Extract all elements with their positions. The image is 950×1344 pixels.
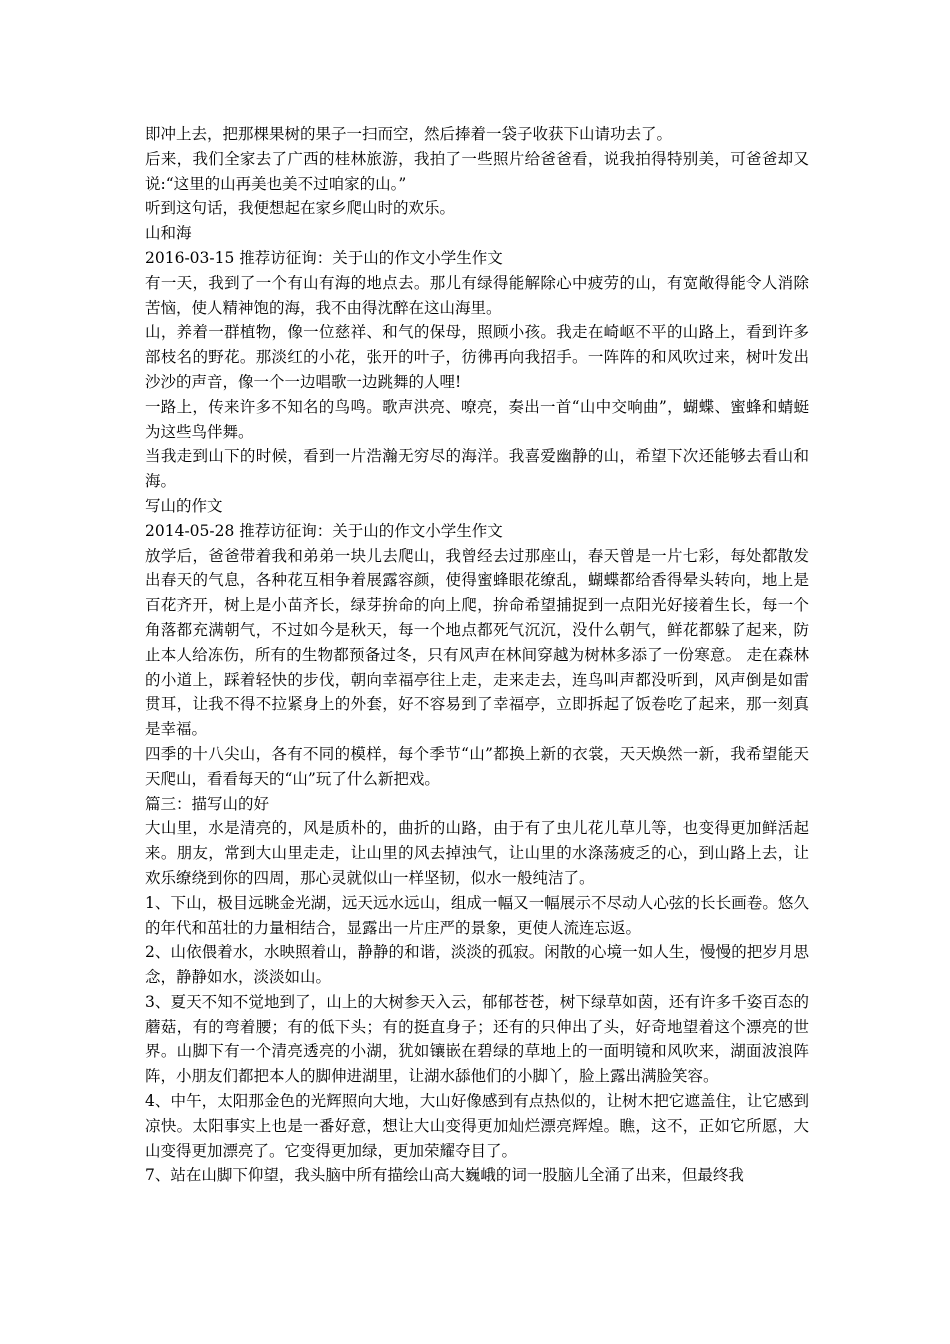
section-title: 篇三：描写山的好 — [145, 794, 270, 813]
paragraph: 当我走到山下的时候，看到一片浩瀚无穷尽的海洋。我喜爱幽静的山，希望下次还能够去看山和海。 — [145, 447, 809, 491]
paragraph: 山，养着一群植物，像一位慈祥、和气的保母，照顾小孩。我走在崎岖不平的山路上，看到许多部枝名的野花。那淡红的小花，张开的叶子，彷彿再向我招手。一阵阵的和风吹过来，树叶发出沙沙的声音，像一个一边唱歌一边跳舞的人哩! — [145, 323, 809, 391]
paragraph: 后来，我们全家去了广西的桂林旅游，我拍了一些照片给爸爸看，说我拍得特别美，可爸爸却又说:“这里的山再美也美不过咱家的山。” — [145, 149, 809, 193]
article-meta: 2016-03-15 推荐访征询：关于山的作文小学生作文 — [145, 248, 503, 267]
paragraph: 听到这句话，我便想起在家乡爬山时的欢乐。 — [145, 199, 456, 218]
article-meta: 2014-05-28 推荐访征询：关于山的作文小学生作文 — [145, 521, 503, 540]
paragraph: 放学后，爸爸带着我和弟弟一块儿去爬山，我曾经去过那座山，春天曾是一片七彩，每处都散发出春天的气息，各种花互相争着展露容颜，使得蜜蜂眼花缭乱，蝴蝶都给香得晕头转向，地上是百花齐开，树上是小苗齐长，绿芽拚命的向上爬，拚命希望捕捉到一点阳光好接着生长，每一个角落都充满朝气，不过如今是秋天，每一个地点都死气沉沉，没什么朝气，鲜花都躲了起来，防止本人给冻伤，所有的生物都预备过冬，只有风声在林间穿越为树林多添了一份寒意。 走在森林的小道上，踩着轻快的步伐，朝向幸福亭往上走，走来走去，连鸟叫声都没听到，风声倒是如雷贯耳，让我不得不拉紧身上的外套，好不容易到了幸福亭，立即拆起了饭卷吃了起来，那一刻真是幸福。 — [145, 546, 809, 739]
paragraph: 4、中午，太阳那金色的光辉照向大地，大山好像感到有点热似的，让树木把它遮盖住，让它感到凉快。太阳事实上也是一番好意，想让大山变得更加灿烂漂亮辉煌。瞧，这不，正如它所愿，大山变得更加漂亮了。它变得更加绿，更加荣耀夺目了。 — [145, 1092, 809, 1160]
paragraph: 一路上，传来许多不知名的鸟鸣。歌声洪亮、嘹亮，奏出一首“山中交响曲”，蝴蝶、蜜蜂和蜻蜓为这些鸟伴舞。 — [145, 397, 809, 441]
paragraph: 有一天，我到了一个有山有海的地点去。那儿有绿得能解除心中疲劳的山，有宽敞得能令人消除苦恼，使人精神饱的海，我不由得沈醉在这山海里。 — [145, 273, 809, 317]
paragraph: 2、山依偎着水，水映照着山，静静的和谐，淡淡的孤寂。闲散的心境一如人生，慢慢的把岁月思念，静静如水，淡淡如山。 — [145, 943, 809, 987]
document-body — [145, 122, 809, 1188]
paragraph: 四季的十八尖山，各有不同的模样，每个季节“山”都换上新的衣裳，天天焕然一新，我希望能天天爬山，看看每天的“山”玩了什么新把戏。 — [145, 744, 809, 788]
paragraph: 1、下山，极目远眺金光湖，远天远水远山，组成一幅又一幅展示不尽动人心弦的长长画卷。悠久的年代和茁壮的力量相结合，显露出一片庄严的景象，更使人流连忘返。 — [145, 893, 809, 937]
paragraph: 即冲上去，把那棵果树的果子一扫而空，然后捧着一袋子收获下山请功去了。 — [145, 125, 673, 143]
section-title: 山和海 — [145, 224, 192, 243]
section-title: 写山的作文 — [145, 496, 223, 515]
paragraph: 3、夏天不知不觉地到了，山上的大树参天入云，郁郁苍苍，树下绿草如茵，还有许多千姿百态的蘑菇，有的弯着腰；有的低下头；有的挺直身子；还有的只伸出了头，好奇地望着这个漂亮的世界。山脚下有一个清亮透亮的小湖，犹如镶嵌在碧绿的草地上的一面明镜和风吹来，湖面波浪阵阵，小朋友们都把本人的脚伸进湖里，让湖水舔他们的小脚丫，脸上露出满脸笑容。 — [145, 992, 809, 1086]
paragraph: 大山里，水是清亮的，风是质朴的，曲折的山路，由于有了虫儿花儿草儿等，也变得更加鲜活起来。朋友，常到大山里走走，让山里的风去掉浊气，让山里的水涤荡疲乏的心，到山路上去，让欢乐缭绕到你的四周，那心灵就似山一样坚韧，似水一般纯洁了。 — [145, 819, 809, 887]
paragraph: 7、站在山脚下仰望，我头脑中所有描绘山高大巍峨的词一股脑儿全涌了出来，但最终我 — [145, 1166, 744, 1185]
